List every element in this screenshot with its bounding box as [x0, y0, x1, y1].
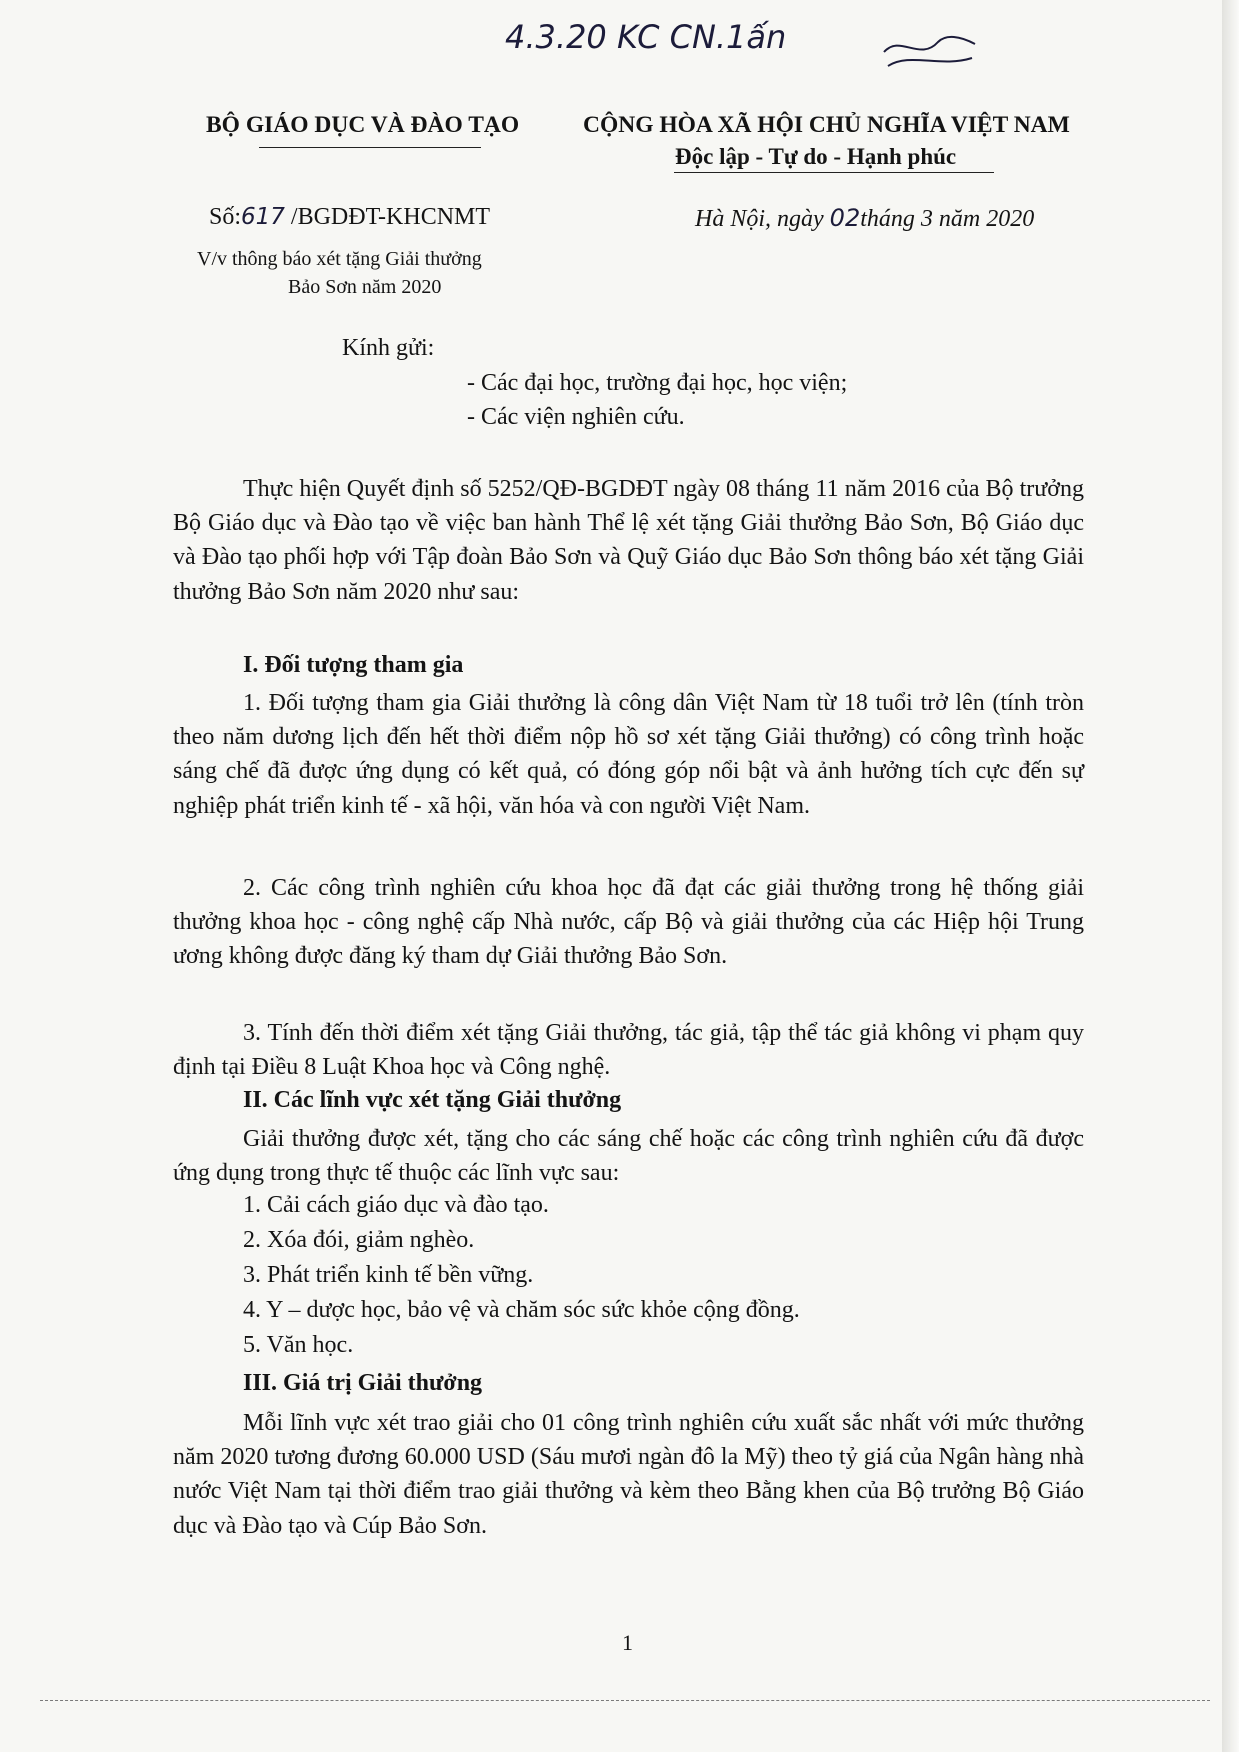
field-list-item: 5. Văn học.	[243, 1332, 354, 1358]
scan-edge-shadow	[1222, 0, 1239, 1752]
date-day-handwritten: 02	[829, 204, 861, 232]
date-prefix: Hà Nội, ngày	[695, 206, 830, 232]
subject-line-1: V/v thông báo xét tặng Giải thưởng	[197, 248, 482, 270]
ministry-underline	[259, 147, 481, 148]
handwritten-note: 4.3.20 KC CN.1ấn	[505, 18, 787, 56]
doc-number-prefix: Số:	[209, 204, 242, 230]
section-1-paragraph-1: 1. Đối tượng tham gia Giải thưởng là công dân Việt Nam từ 18 tuổi trở lên (tính tròn theo năm dương lịch đến hết thời điểm nộp hồ sơ xét tặng Giải thưởng) có công trình hoặc sáng chế đã được ứng dụng có kết quả, có đóng góp nổi bật và ảnh hưởng tích cực đến sự nghiệp phát triển kinh tế - xã hội, văn hóa và con người Việt Nam.	[173, 690, 1084, 819]
section-2-title: II. Các lĩnh vực xét tặng Giải thưởng	[243, 1087, 622, 1113]
recipient-item: - Các viện nghiên cứu.	[467, 404, 685, 430]
field-list-item: 4. Y – dược học, bảo vệ và chăm sóc sức khỏe cộng đồng.	[243, 1297, 800, 1323]
subject-line-2: Bảo Sơn năm 2020	[288, 276, 442, 298]
document-number	[209, 204, 490, 231]
section-1-paragraph-2: 2. Các công trình nghiên cứu khoa học đã đạt các giải thưởng trong hệ thống giải thưởng khoa học - công nghệ cấp Nhà nước, cấp Bộ và giải thưởng của các Hiệp hội Trung ương không được đăng ký tham dự Giải thưởng Bảo Sơn.	[173, 875, 1084, 970]
recipient-item: - Các đại học, trường đại học, học viện;	[467, 370, 848, 396]
section-1-title: I. Đối tượng tham gia	[243, 652, 464, 678]
recipients-label: Kính gửi:	[342, 335, 435, 361]
doc-number-suffix: /BGDĐT-KHCNMT	[284, 204, 491, 230]
motto-underline	[674, 172, 994, 173]
date-suffix: tháng 3 năm 2020	[860, 206, 1035, 232]
national-motto: Độc lập - Tự do - Hạnh phúc	[675, 144, 957, 169]
country-name: CỘNG HÒA XÃ HỘI CHỦ NGHĨA VIỆT NAM	[583, 112, 1070, 138]
section-1-paragraph-3: 3. Tính đến thời điểm xét tặng Giải thưởng, tác giả, tập thể tác giả không vi phạm quy định tại Điều 8 Luật Khoa học và Công nghệ.	[173, 1020, 1084, 1081]
section-3-paragraph: Mỗi lĩnh vực xét trao giải cho 01 công trình nghiên cứu xuất sắc nhất với mức thưởng năm 2020 tương đương 60.000 USD (Sáu mươi ngàn đô la Mỹ) theo tỷ giá của Ngân hàng nhà nước Việt Nam tại thời điểm trao giải thưởng và kèm theo Bằng khen của Bộ trưởng Bộ Giáo dục và Đào tạo và Cúp Bảo Sơn.	[173, 1410, 1084, 1539]
doc-number-handwritten: 617	[241, 204, 285, 230]
handwritten-initials-icon	[880, 22, 980, 72]
field-list-item: 2. Xóa đói, giảm nghèo.	[243, 1227, 475, 1253]
section-3-title: III. Giá trị Giải thưởng	[243, 1370, 483, 1396]
field-list-item: 1. Cải cách giáo dục và đào tạo.	[243, 1192, 549, 1218]
page-number: 1	[622, 1630, 633, 1655]
field-list-item: 3. Phát triển kinh tế bền vững.	[243, 1262, 534, 1288]
section-2-intro: Giải thưởng được xét, tặng cho các sáng chế hoặc các công trình nghiên cứu đã được ứng dụng trong thực tế thuộc các lĩnh vực sau:	[173, 1126, 1084, 1187]
scan-edge-line	[40, 1700, 1210, 1701]
ministry-name: BỘ GIÁO DỤC VÀ ĐÀO TẠO	[206, 112, 520, 138]
place-date	[695, 204, 1034, 233]
intro-paragraph: Thực hiện Quyết định số 5252/QĐ-BGDĐT ngày 08 tháng 11 năm 2016 của Bộ trưởng Bộ Giáo dục và Đào tạo về việc ban hành Thể lệ xét tặng Giải thưởng Bảo Sơn, Bộ Giáo dục và Đào tạo phối hợp với Tập đoàn Bảo Sơn và Quỹ Giáo dục Bảo Sơn thông báo xét tặng Giải thưởng Bảo Sơn năm 2020 như sau:	[173, 476, 1084, 605]
